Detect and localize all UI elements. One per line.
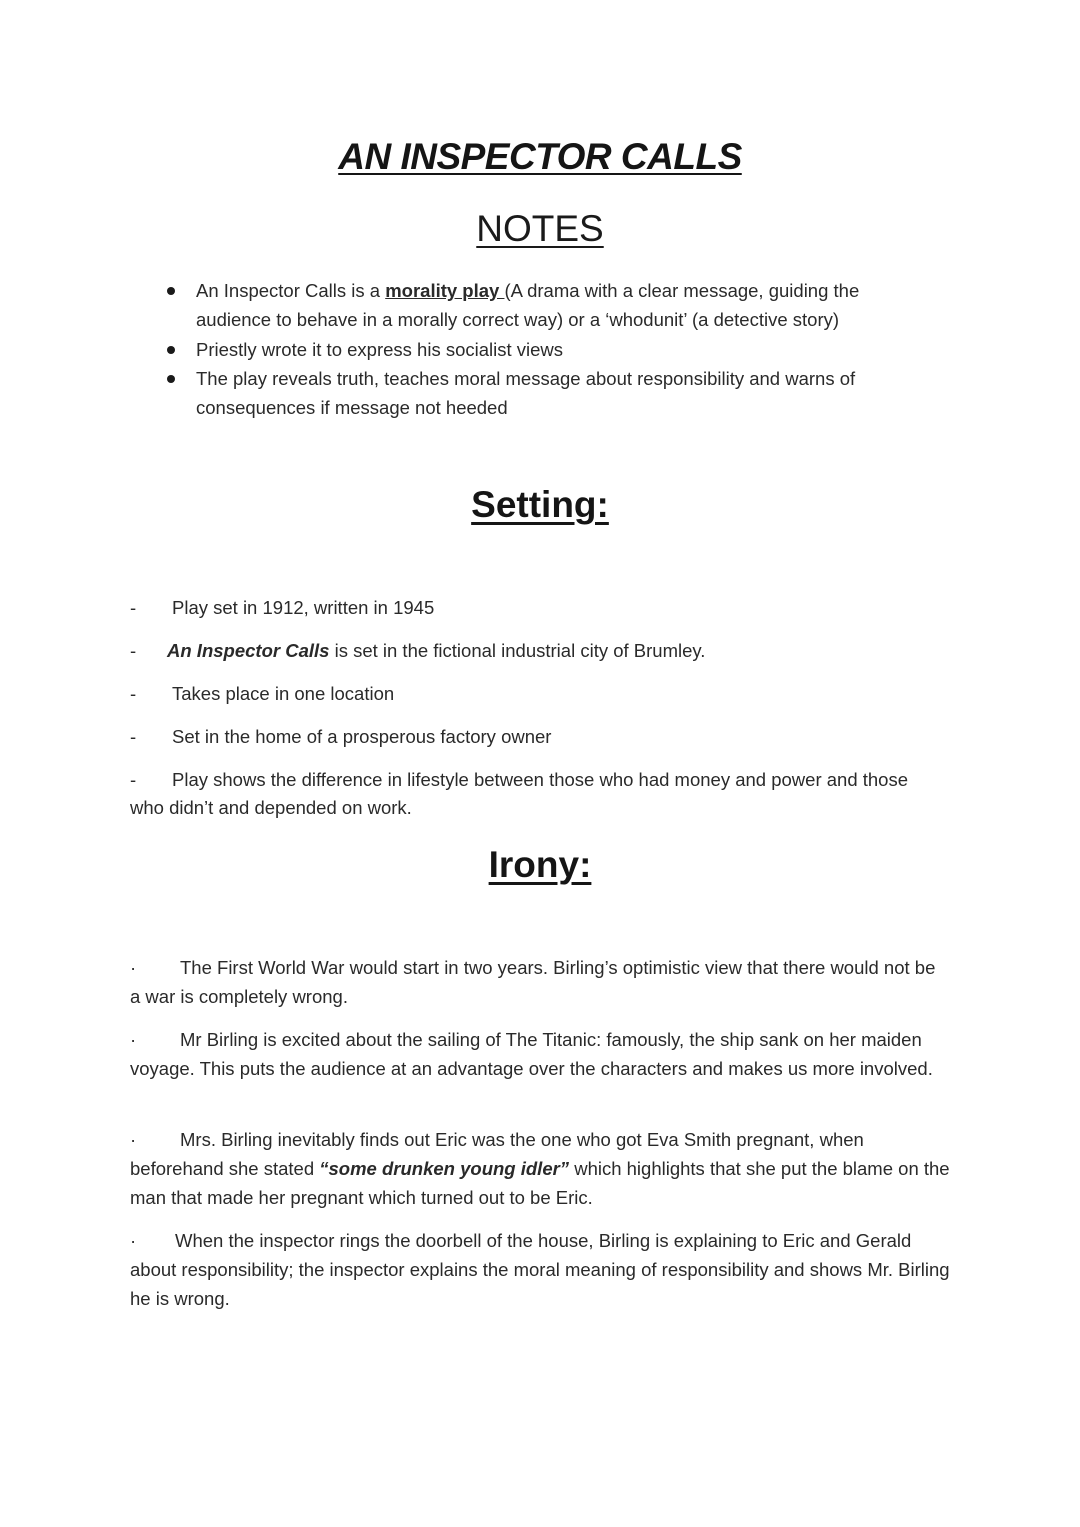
document-subtitle: NOTES [476,208,604,249]
dash-marker: - [130,726,137,747]
intro-bullet-item: Priestly wrote it to express his socialist views [0,335,916,364]
quote-emphasis: “some drunken young idler” [319,1158,570,1179]
dash-marker: - [130,683,137,704]
irony-list-item: · The First World War would start in two years. Birling’s optimistic view that there would not be a war is completely wrong. [130,953,950,1011]
setting-list-item: - Set in the home of a prosperous factory owner [130,723,930,751]
bullet-dot-icon [167,375,175,383]
document-title: AN INSPECTOR CALLS [338,136,742,177]
intro-bullet-item: An Inspector Calls is a morality play (A drama with a clear message, guiding the audience to behave in a morally correct way) or a ‘whodunit’ (a detective story) [0,276,916,335]
dash-marker: - [130,769,137,790]
intro-bullet-item: The play reveals truth, teaches moral message about responsibility and warns of consequences if message not heeded [0,364,916,423]
irony-heading: Irony: [488,844,592,885]
setting-list-item: - An Inspector Calls is set in the fictional industrial city of Brumley. [130,637,930,665]
intro-bullet-list [0,276,1080,422]
play-title-emphasis: An Inspector Calls [167,640,330,661]
dash-marker: - [130,597,137,618]
setting-list-item: - Takes place in one location [130,680,930,708]
irony-list-item: · Mr Birling is excited about the sailing of The Titanic: famously, the ship sank on her maiden voyage. This puts the audience at an advantage over the characters and makes us more involved. [130,1025,950,1083]
irony-list-item: · When the inspector rings the doorbell of the house, Birling is explaining to Eric and Gerald about responsibility; the inspector explains the moral meaning of responsibility and shows Mr. Birling he is wrong. [130,1226,950,1313]
irony-list-item: · Mrs. Birling inevitably finds out Eric was the one who got Eva Smith pregnant, when beforehand she stated “some drunken young idler” which highlights that she put the blame on the man that made her pregnant which turned out to be Eric. [130,1125,950,1212]
bullet-dot-icon [167,346,175,354]
middle-dot-marker: · [130,957,137,978]
dash-marker: - [130,640,137,661]
setting-list-item: - Play set in 1912, written in 1945 [130,594,930,622]
setting-heading: Setting: [471,484,609,525]
bullet-dot-icon [167,287,175,295]
setting-list-item: - Play shows the difference in lifestyle between those who had money and power and those who didn’t and depended on work. [130,766,930,822]
morality-play-term: morality play [385,280,505,301]
middle-dot-marker: · [130,1230,137,1251]
middle-dot-marker: · [130,1029,137,1050]
middle-dot-marker: · [130,1129,137,1150]
